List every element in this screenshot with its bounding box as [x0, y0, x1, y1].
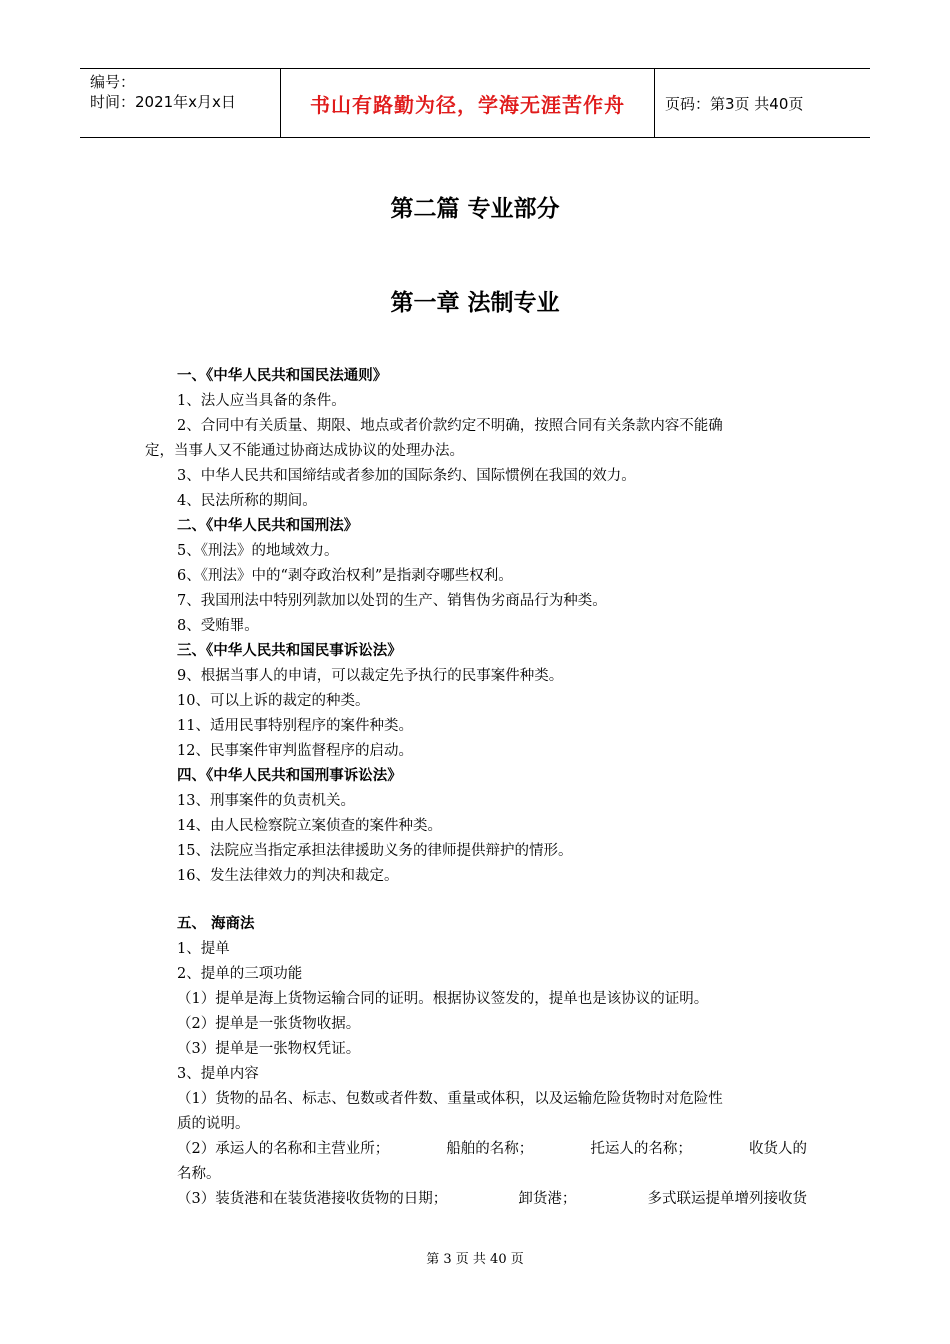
list-item: 2、提单的三项功能 [177, 966, 303, 982]
part-title: 第二篇 专业部分 [390, 196, 560, 222]
header-motto: 书山有路勤为径，学海无涯苦作舟 [310, 92, 625, 117]
list-item: 4、民法所称的期间。 [177, 493, 317, 509]
chapter-title: 第一章 法制专业 [390, 290, 560, 316]
list-item: 13、刑事案件的负责机关。 [177, 793, 355, 809]
header-page-cell [655, 69, 870, 137]
section-heading: 一、《中华人民共和国民法通则》 [177, 368, 388, 384]
list-item: 11、适用民事特别程序的案件种类。 [177, 718, 413, 734]
list-item-part: （3）装货港和在装货港接收货物的日期； [177, 1191, 448, 1207]
list-item [177, 1189, 807, 1209]
list-item-part: 卸货港； [518, 1191, 577, 1207]
section-heading: 二、《中华人民共和国刑法》 [177, 518, 359, 534]
document-header [80, 68, 870, 138]
time-label: 时间：2021年x月x日 [90, 93, 236, 111]
list-item-continuation: 质的说明。 [177, 1116, 250, 1132]
number-label: 编号： [90, 73, 136, 91]
header-motto-cell [281, 69, 655, 137]
header-meta [80, 69, 281, 137]
list-item-continuation: 定，当事人又不能通过协商达成协议的处理办法。 [145, 443, 464, 459]
list-item: 1、提单 [177, 941, 230, 957]
list-item-part: （2）承运人的名称和主营业所； [177, 1141, 390, 1157]
section-heading: 三、《中华人民共和国民事诉讼法》 [177, 643, 402, 659]
list-item: （3）提单是一张物权凭证。 [177, 1041, 361, 1057]
list-item: 5、《刑法》的地域效力。 [177, 543, 339, 559]
list-item: 3、中华人民共和国缔结或者参加的国际条约、国际惯例在我国的效力。 [177, 468, 636, 484]
list-item: （1）提单是海上货物运输合同的证明。根据协议签发的，提单也是该协议的证明。 [177, 991, 709, 1007]
list-item: 1、法人应当具备的条件。 [177, 393, 346, 409]
list-item: 3、提单内容 [177, 1066, 259, 1082]
list-item [177, 1139, 807, 1159]
list-item: 14、由人民检察院立案侦查的案件种类。 [177, 818, 442, 834]
list-item-continuation: 名称。 [177, 1166, 221, 1182]
section-heading: 四、《中华人民共和国刑事诉讼法》 [177, 768, 402, 784]
header-page-label: 页码：第3页 共40页 [665, 94, 804, 113]
list-item-part: 收货人的 [748, 1141, 807, 1157]
list-item: 6、《刑法》中的“剥夺政治权利”是指剥夺哪些权利。 [177, 568, 513, 584]
list-item: 8、受贿罪。 [177, 618, 259, 634]
list-item: 9、根据当事人的申请，可以裁定先予执行的民事案件种类。 [177, 668, 564, 684]
list-item: 12、民事案件审判监督程序的启动。 [177, 743, 413, 759]
list-item: 2、合同中有关质量、期限、地点或者价款约定不明确，按照合同有关条款内容不能确 [177, 418, 723, 434]
list-item: （2）提单是一张货物收据。 [177, 1016, 361, 1032]
list-item: 15、法院应当指定承担法律援助义务的律师提供辩护的情形。 [177, 843, 573, 859]
list-item: 16、发生法律效力的判决和裁定。 [177, 868, 399, 884]
list-item-part: 多式联运提单增列接收货 [647, 1191, 807, 1207]
list-item: （1）货物的品名、标志、包数或者件数、重量或体积，以及运输危险货物时对危险性 [177, 1091, 723, 1107]
list-item-part: 托运人的名称； [590, 1141, 692, 1157]
list-item: 7、我国刑法中特别列款加以处罚的生产、销售伪劣商品行为种类。 [177, 593, 607, 609]
list-item: 10、可以上诉的裁定的种类。 [177, 693, 370, 709]
section-heading: 五、 海商法 [177, 916, 255, 932]
list-item-part: 船舶的名称； [446, 1141, 534, 1157]
page-footer: 第 3 页 共 40 页 [426, 1252, 524, 1267]
